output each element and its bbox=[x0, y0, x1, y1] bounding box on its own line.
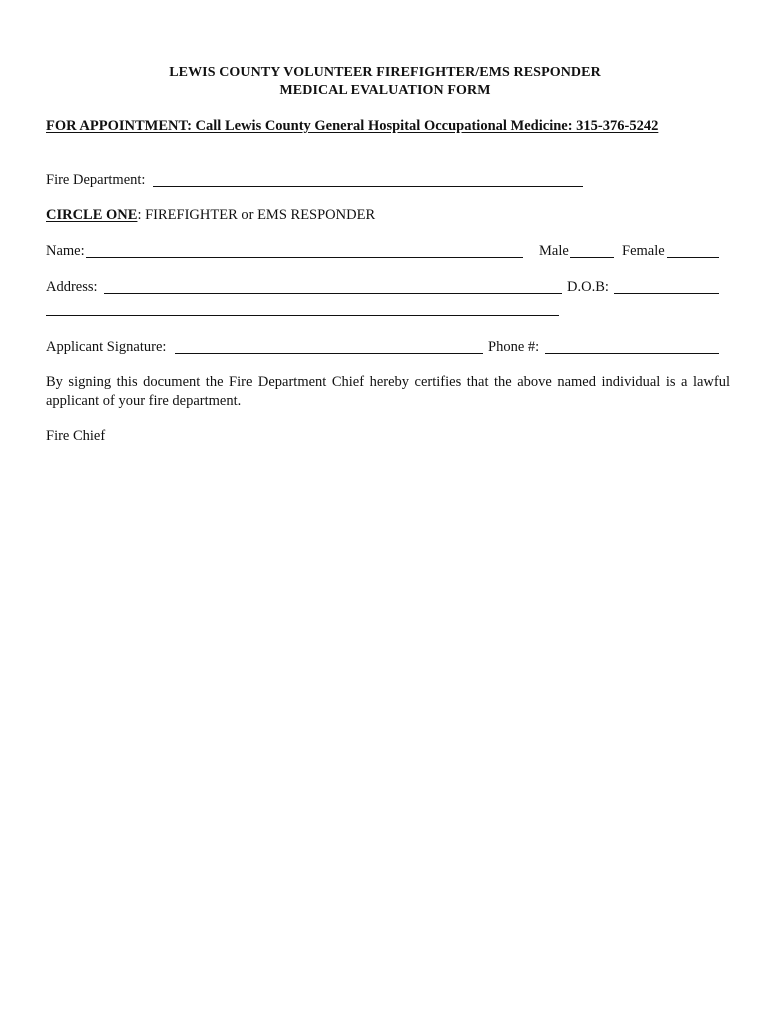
name-label: Name: bbox=[46, 243, 85, 259]
male-label: Male bbox=[539, 243, 569, 259]
address-label: Address: bbox=[46, 279, 98, 295]
address-field[interactable] bbox=[104, 293, 562, 294]
form-title-line2: MEDICAL EVALUATION FORM bbox=[279, 83, 491, 98]
fire-department-field[interactable] bbox=[153, 186, 583, 187]
female-field[interactable] bbox=[667, 257, 719, 258]
fire-department-label: Fire Department: bbox=[46, 172, 146, 188]
circle-one-row bbox=[46, 207, 375, 224]
circle-one-options[interactable]: : FIREFIGHTER or EMS RESPONDER bbox=[137, 207, 376, 223]
appointment-instructions: FOR APPOINTMENT: Call Lewis County General Hospital Occupational Medicine: 315-376-5242 bbox=[46, 118, 659, 134]
fire-chief-label: Fire Chief bbox=[46, 428, 106, 444]
applicant-signature-label: Applicant Signature: bbox=[46, 339, 167, 355]
dob-label: D.O.B: bbox=[567, 279, 609, 295]
circle-one-label: CIRCLE ONE bbox=[46, 207, 138, 223]
male-field[interactable] bbox=[570, 257, 614, 258]
phone-field[interactable] bbox=[545, 353, 719, 354]
phone-label: Phone #: bbox=[488, 339, 540, 355]
female-label: Female bbox=[622, 243, 665, 259]
dob-field[interactable] bbox=[614, 293, 719, 294]
name-field[interactable] bbox=[86, 257, 523, 258]
applicant-signature-field[interactable] bbox=[175, 353, 483, 354]
form-title-line1: LEWIS COUNTY VOLUNTEER FIREFIGHTER/EMS RESPONDER bbox=[169, 65, 601, 80]
address-field-line2[interactable] bbox=[46, 315, 559, 316]
certification-statement: By signing this document the Fire Department Chief hereby certifies that the above named individual is a lawful applicant of your fire department. bbox=[46, 374, 730, 409]
